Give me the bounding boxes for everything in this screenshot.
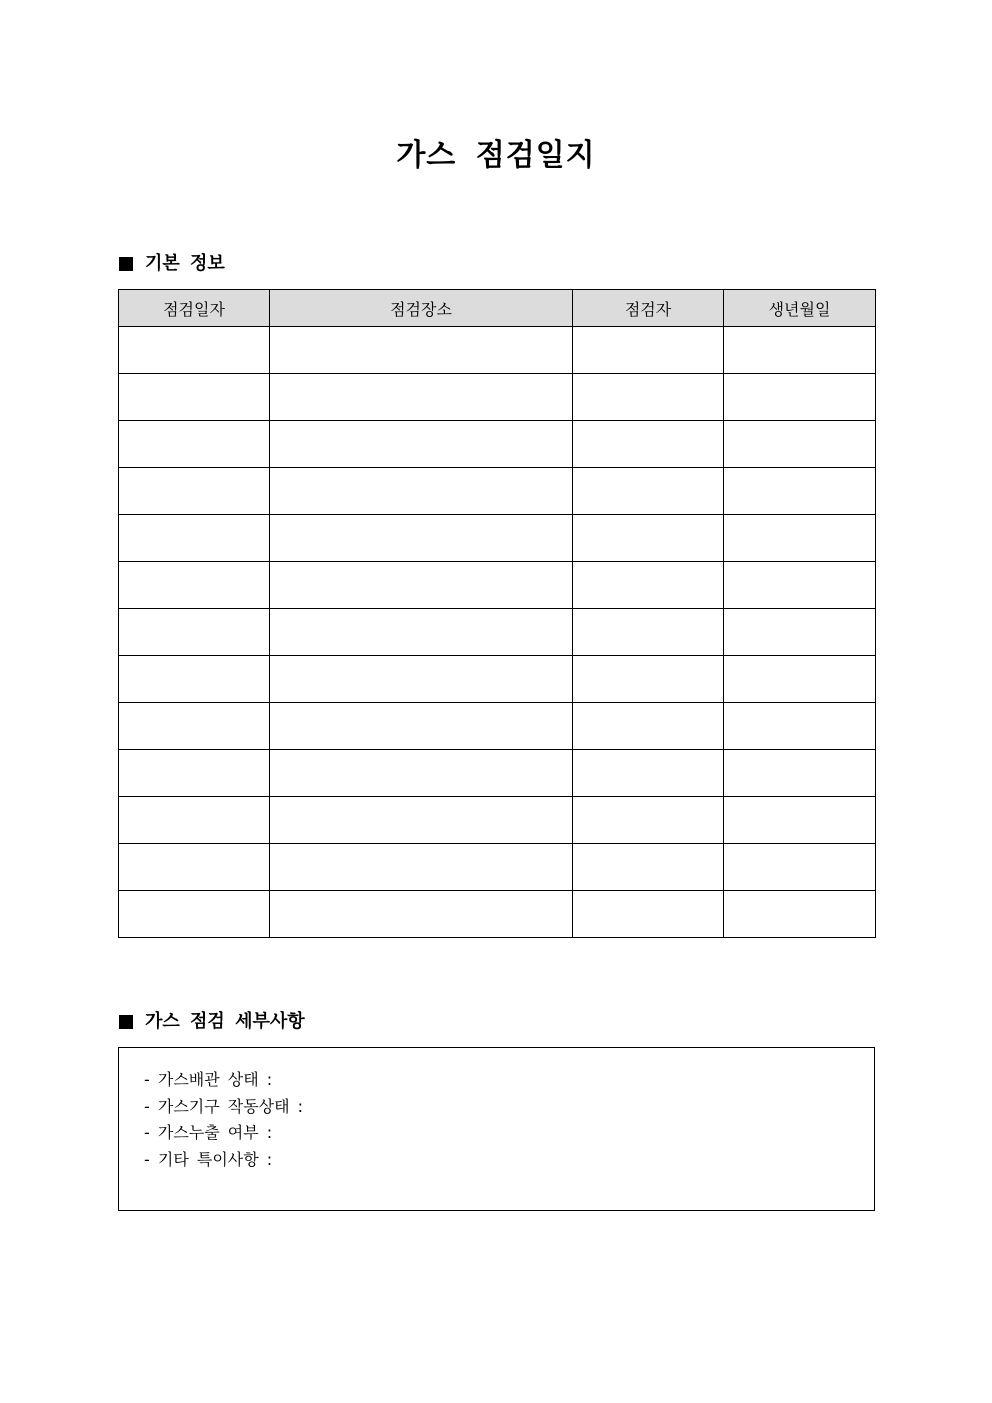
cell-inspector[interactable] [573,327,724,374]
column-header-inspection-location: 점검장소 [270,290,573,327]
table-header-row [119,290,876,327]
cell-birth-date[interactable] [724,327,876,374]
cell-inspection-location[interactable] [270,374,573,421]
cell-inspection-location[interactable] [270,468,573,515]
cell-inspector[interactable] [573,515,724,562]
cell-inspection-date[interactable] [119,844,270,891]
cell-inspector[interactable] [573,656,724,703]
cell-inspection-date[interactable] [119,421,270,468]
cell-inspection-date[interactable] [119,703,270,750]
table-row [119,703,876,750]
cell-inspector[interactable] [573,703,724,750]
detail-item-other-notes: - 기타 특이사항 : [144,1149,273,1169]
cell-inspector[interactable] [573,609,724,656]
column-header-inspector: 점검자 [573,290,724,327]
cell-inspection-date[interactable] [119,750,270,797]
cell-inspection-date[interactable] [119,468,270,515]
table-row [119,421,876,468]
cell-inspection-location[interactable] [270,327,573,374]
cell-birth-date[interactable] [724,656,876,703]
cell-birth-date[interactable] [724,421,876,468]
cell-inspection-location[interactable] [270,656,573,703]
inspection-details-box [118,1047,875,1211]
cell-inspection-location[interactable] [270,515,573,562]
cell-inspection-date[interactable] [119,515,270,562]
cell-birth-date[interactable] [724,844,876,891]
detail-item-gas-leak-check: - 가스누출 여부 : [144,1123,273,1142]
section-heading-label: 가스 점검 세부사항 [145,1011,305,1032]
cell-inspection-date[interactable] [119,374,270,421]
detail-item-gas-pipe-condition: - 가스배관 상태 : [144,1070,273,1089]
cell-birth-date[interactable] [724,703,876,750]
section-heading-inspection-details [119,1009,305,1035]
cell-inspection-location[interactable] [270,844,573,891]
cell-inspector[interactable] [573,562,724,609]
cell-birth-date[interactable] [724,750,876,797]
cell-inspector[interactable] [573,891,724,938]
cell-birth-date[interactable] [724,562,876,609]
cell-inspector[interactable] [573,421,724,468]
black-square-icon [119,1015,133,1029]
column-header-birth-date: 생년월일 [724,290,876,327]
cell-inspection-date[interactable] [119,562,270,609]
table-row [119,797,876,844]
table-row [119,656,876,703]
cell-inspector[interactable] [573,797,724,844]
table-row [119,327,876,374]
cell-inspector[interactable] [573,844,724,891]
basic-info-table [118,289,876,938]
cell-birth-date[interactable] [724,374,876,421]
section-heading-basic-info [119,251,225,277]
cell-inspection-location[interactable] [270,797,573,844]
cell-birth-date[interactable] [724,468,876,515]
table-row [119,891,876,938]
cell-inspection-date[interactable] [119,609,270,656]
black-square-icon [119,257,133,271]
cell-inspection-location[interactable] [270,609,573,656]
cell-inspector[interactable] [573,374,724,421]
page-title: 가스 점검일지 [396,138,596,173]
cell-inspection-date[interactable] [119,656,270,703]
table-row [119,844,876,891]
cell-inspection-date[interactable] [119,327,270,374]
cell-inspection-date[interactable] [119,891,270,938]
table-row [119,374,876,421]
table-row [119,609,876,656]
inspection-details-list [119,1048,874,1173]
table-row [119,515,876,562]
cell-inspection-location[interactable] [270,891,573,938]
cell-birth-date[interactable] [724,515,876,562]
table-row [119,468,876,515]
table-row [119,562,876,609]
cell-inspection-date[interactable] [119,797,270,844]
detail-item-appliance-operation: - 가스기구 작동상태 : [144,1096,304,1116]
cell-inspector[interactable] [573,468,724,515]
column-header-inspection-date: 점검일자 [119,290,270,327]
cell-birth-date[interactable] [724,609,876,656]
cell-inspection-location[interactable] [270,750,573,797]
table-row [119,750,876,797]
cell-inspection-location[interactable] [270,562,573,609]
cell-birth-date[interactable] [724,891,876,938]
cell-inspector[interactable] [573,750,724,797]
cell-inspection-location[interactable] [270,703,573,750]
cell-birth-date[interactable] [724,797,876,844]
cell-inspection-location[interactable] [270,421,573,468]
section-heading-label: 기본 정보 [145,253,225,274]
